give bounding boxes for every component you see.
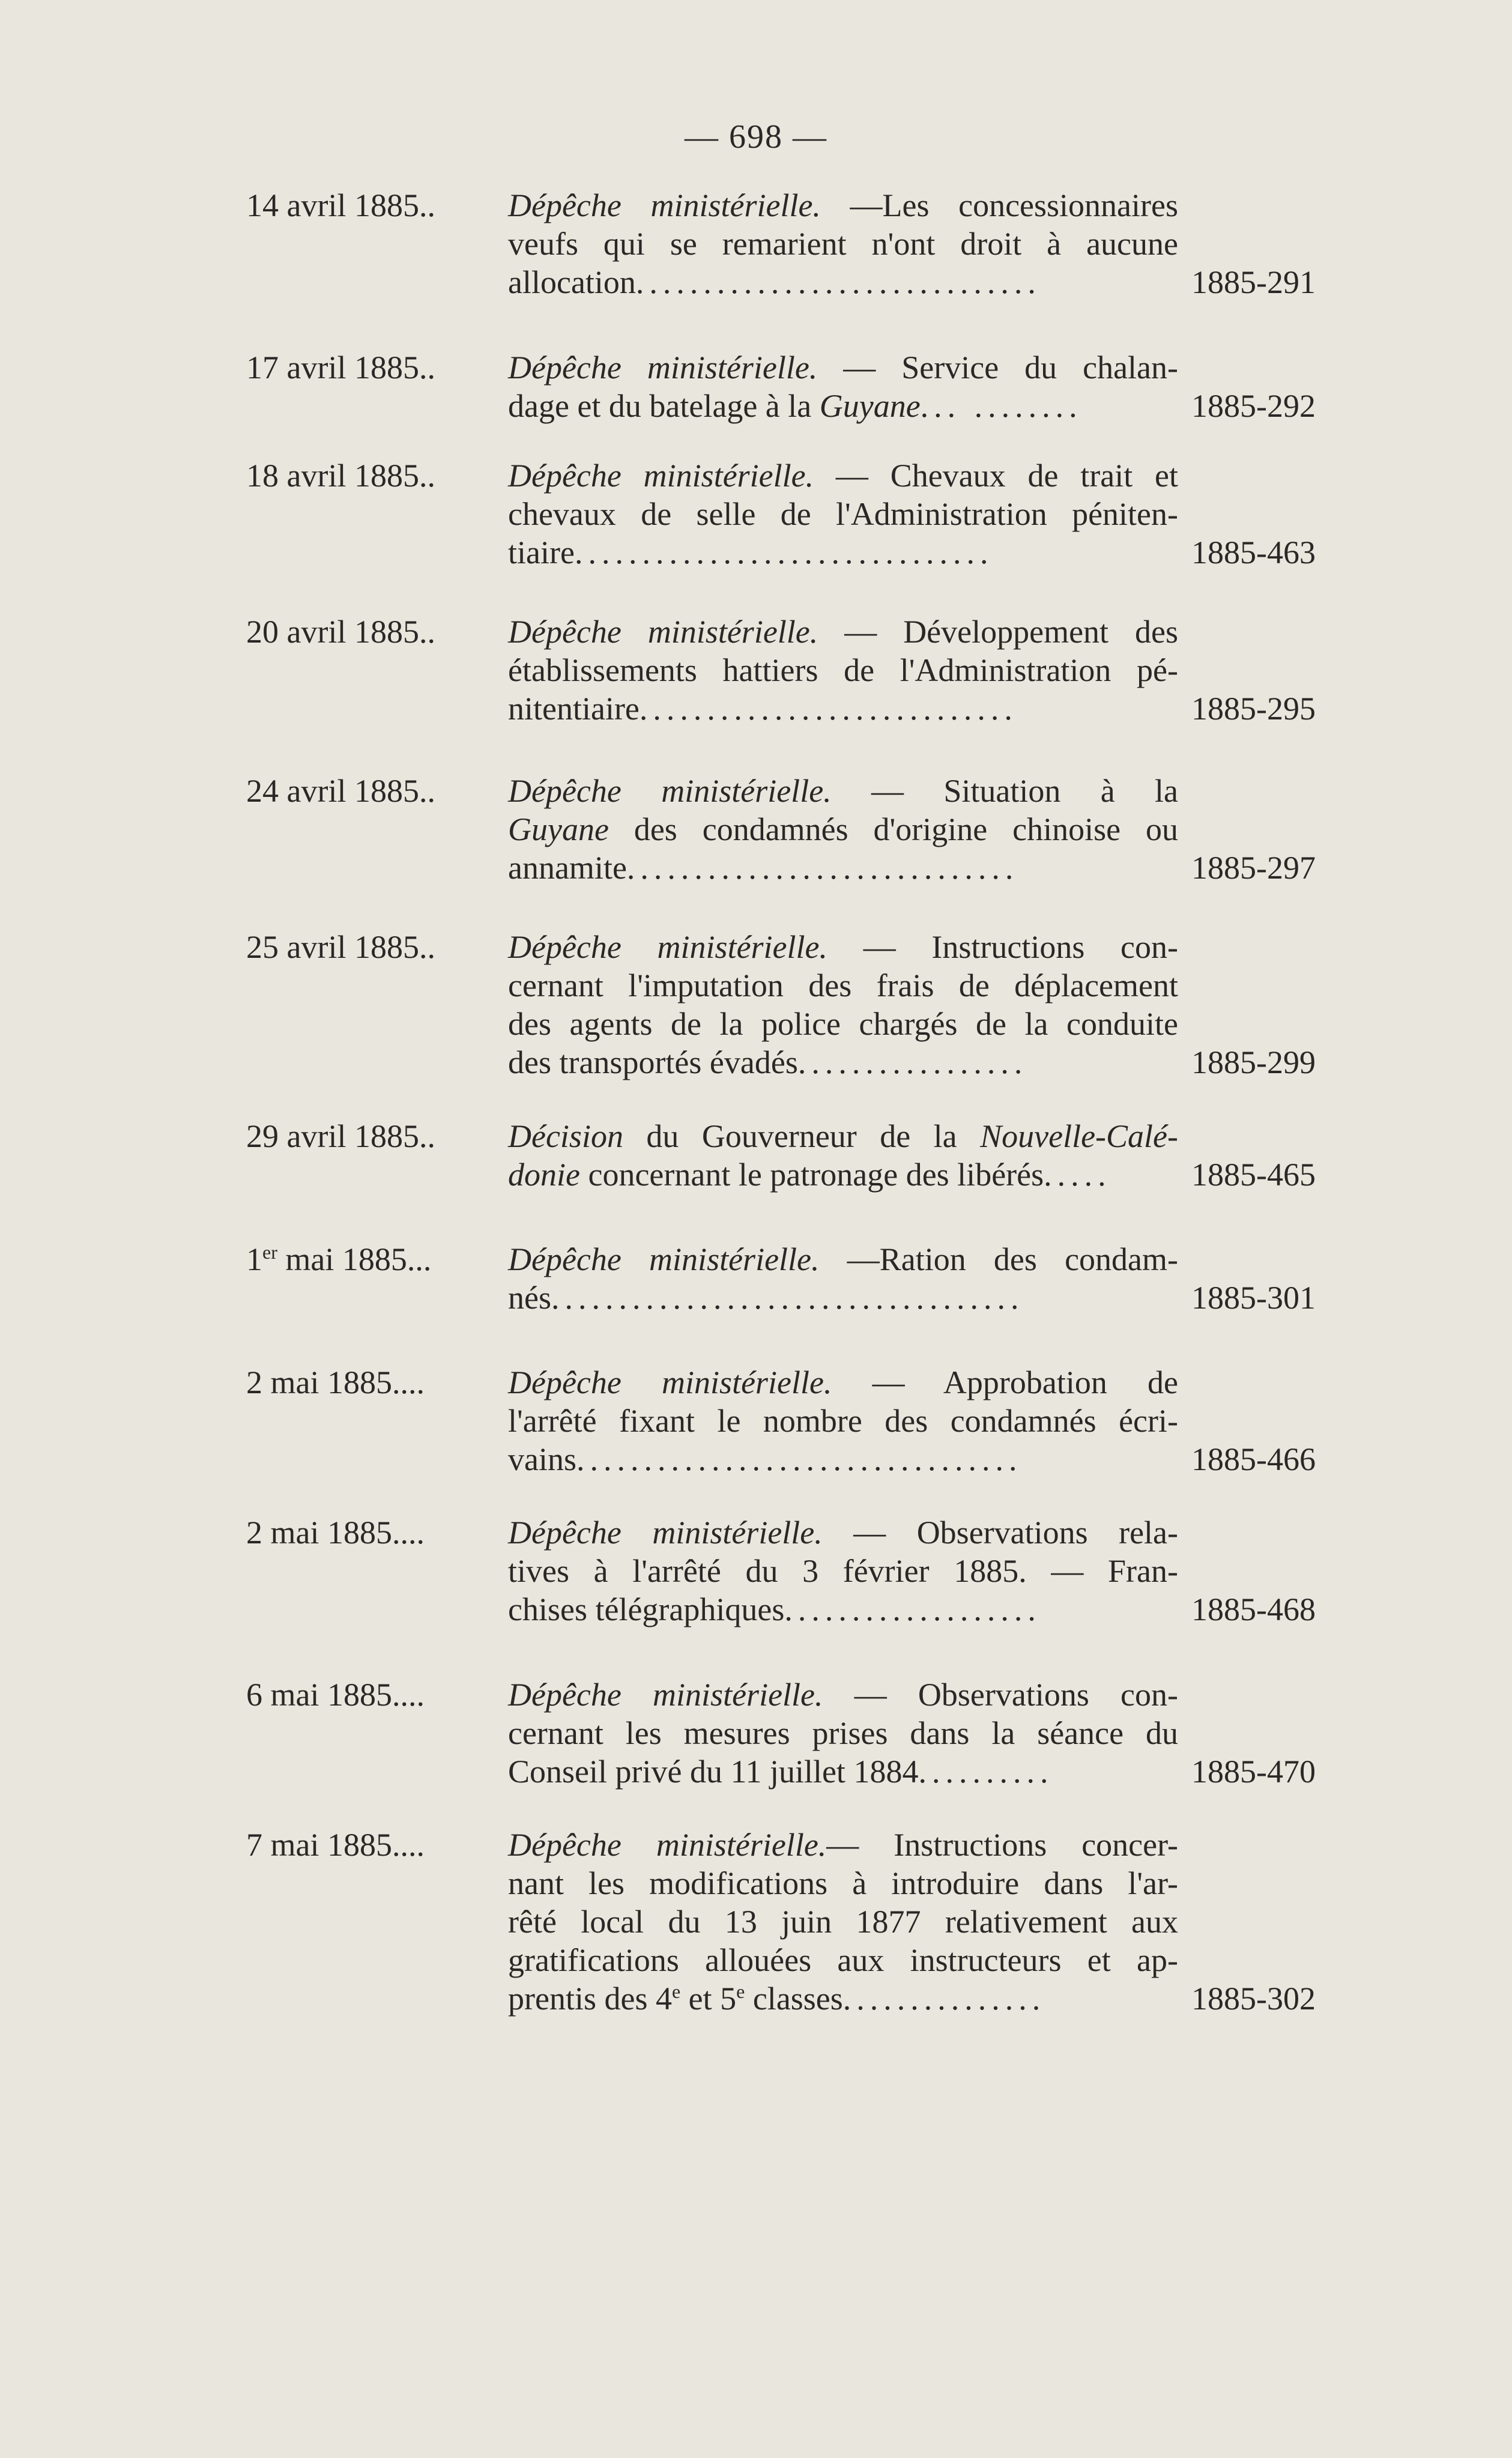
entry-date: 6 mai 1885.... <box>246 1677 425 1713</box>
text-fragment: rêté local du 13 juin 1877 relativement aux <box>508 1904 1178 1940</box>
text-fragment: prentis des 4 <box>508 1981 672 2017</box>
text-fragment: vains <box>508 1441 576 1477</box>
text-line <box>508 1279 1178 1317</box>
entry-description <box>508 1826 1178 2018</box>
entry-date: 2 mai 1885.... <box>246 1364 425 1400</box>
text-fragment: nant les modifications à introduire dans l'ar- <box>508 1865 1178 1901</box>
entry-date: 18 avril 1885.. <box>246 458 435 494</box>
text-line <box>508 456 1178 495</box>
text-line <box>508 1155 1178 1194</box>
text-fragment: allocation <box>508 264 636 300</box>
document-type: Dépêche ministérielle. <box>508 929 828 965</box>
entry-description <box>508 1117 1178 1194</box>
entry-description <box>508 456 1178 572</box>
text-fragment: du Gouverneur de la <box>623 1118 981 1154</box>
text-line <box>508 533 1178 572</box>
entry-date: 14 avril 1885.. <box>246 187 435 223</box>
text-fragment: chevaux de selle de l'Administration péniten- <box>508 496 1178 532</box>
text-fragment: — Chevaux de trait et <box>814 458 1178 494</box>
superscript: e <box>736 1981 745 2002</box>
text-line <box>508 1005 1178 1043</box>
place-name: Guyane <box>508 811 609 847</box>
leader-dots: .............................. <box>635 264 1041 300</box>
text-line <box>508 1714 1178 1752</box>
reference-number: 1885-466 <box>1191 1441 1316 1477</box>
text-line <box>508 495 1178 533</box>
text-line <box>508 1903 1178 1941</box>
reference-number: 1885-292 <box>1191 388 1316 424</box>
date-ordinal: er <box>262 1241 277 1263</box>
text-line <box>508 186 1178 225</box>
leader-dots: ..... <box>1044 1157 1111 1193</box>
text-line <box>508 1826 1178 1864</box>
text-line <box>508 348 1178 387</box>
text-fragment: dage et du batelage à la <box>508 388 820 424</box>
text-fragment: nitentiaire <box>508 691 640 727</box>
place-name: Guyane <box>819 388 921 424</box>
text-line <box>508 1752 1178 1791</box>
text-fragment: tives à l'arrêté du 3 février 1885. — Fran- <box>508 1553 1178 1589</box>
reference-number: 1885-297 <box>1191 850 1316 886</box>
entry-date: 20 avril 1885.. <box>246 614 435 650</box>
date-rest: mai 1885... <box>277 1241 432 1277</box>
entry-description <box>508 186 1178 301</box>
text-fragment: — Instructions con- <box>827 929 1178 965</box>
reference-number: 1885-465 <box>1191 1157 1316 1193</box>
document-type: Dépêche ministérielle. <box>508 1827 827 1863</box>
reference-number: 1885-468 <box>1191 1591 1316 1627</box>
text-line <box>508 966 1178 1005</box>
entry-description <box>508 1675 1178 1791</box>
text-line <box>508 1117 1178 1155</box>
reference-number: 1885-299 <box>1191 1044 1316 1080</box>
text-fragment: des condamnés d'origine chinoise ou <box>608 811 1178 847</box>
text-line <box>508 1043 1178 1082</box>
reference-number: 1885-463 <box>1191 534 1316 571</box>
text-fragment: nés <box>508 1280 551 1316</box>
document-type: Dépêche ministérielle. <box>508 614 818 650</box>
text-fragment: — Service du chalan- <box>817 350 1178 386</box>
text-fragment: des agents de la police chargés de la conduite <box>508 1006 1178 1042</box>
text-fragment: cernant les mesures prises dans la séance du <box>508 1715 1178 1751</box>
text-line <box>508 1590 1178 1629</box>
leader-dots: ............... <box>842 1981 1046 2017</box>
text-fragment: — Observations rela- <box>822 1515 1178 1551</box>
text-fragment: et 5 <box>680 1981 737 2017</box>
text-fragment: chises télégraphiques <box>508 1591 785 1627</box>
entry-date <box>246 1240 431 1279</box>
leader-dots: ............................. <box>626 850 1019 886</box>
text-line <box>508 1513 1178 1552</box>
reference-number: 1885-470 <box>1191 1754 1316 1790</box>
text-fragment: gratifications allouées aux instructeurs et ap- <box>508 1942 1178 1978</box>
document-type: Dépêche ministérielle. <box>508 1241 820 1277</box>
text-fragment: tiaire <box>508 534 575 571</box>
text-line <box>508 263 1178 301</box>
reference-number: 1885-295 <box>1191 691 1316 727</box>
text-fragment: concernant le patronage des libérés <box>579 1157 1044 1193</box>
entry-description <box>508 928 1178 1082</box>
document-type: Dépêche ministérielle. <box>508 773 832 809</box>
page-number: — 698 — <box>685 118 827 156</box>
entry-date: 24 avril 1885.. <box>246 773 435 809</box>
leader-dots: ................... <box>784 1591 1041 1627</box>
text-fragment: des transportés évadés <box>508 1044 798 1080</box>
text-line <box>508 1675 1178 1714</box>
text-line <box>508 613 1178 651</box>
leader-dots: ................................. <box>576 1441 1023 1477</box>
entry-date: 2 mai 1885.... <box>246 1515 425 1551</box>
document-type: Décision <box>508 1118 623 1154</box>
text-line <box>508 1941 1178 1979</box>
entry-date: 29 avril 1885.. <box>246 1118 435 1154</box>
text-line <box>508 1440 1178 1479</box>
text-fragment: — Approbation de <box>832 1364 1178 1400</box>
place-name: Nouvelle-Calé- <box>980 1118 1178 1154</box>
document-type: Dépêche ministérielle. <box>508 1364 832 1400</box>
text-line <box>508 810 1178 849</box>
entry-description <box>508 1363 1178 1479</box>
text-fragment: — Situation à la <box>831 773 1178 809</box>
leader-dots: ................. <box>797 1044 1028 1080</box>
text-fragment: —Ration des condam- <box>819 1241 1178 1277</box>
leader-dots: ............................ <box>639 691 1018 727</box>
text-line <box>508 1864 1178 1903</box>
leader-dots: ............................... <box>574 534 994 571</box>
text-line <box>508 225 1178 263</box>
document-type: Dépêche ministérielle. <box>508 1677 823 1713</box>
reference-number: 1885-301 <box>1191 1280 1316 1316</box>
place-name: donie <box>508 1157 580 1193</box>
text-fragment: Conseil privé du 11 juillet 1884 <box>508 1754 919 1790</box>
text-line <box>508 387 1178 425</box>
text-fragment: — Développement des <box>818 614 1178 650</box>
reference-number: 1885-291 <box>1191 264 1316 300</box>
text-fragment: — Observations con- <box>823 1677 1178 1713</box>
entry-description <box>508 772 1178 887</box>
text-fragment: classes <box>745 1981 843 2017</box>
document-type: Dépêche ministérielle. <box>508 458 814 494</box>
text-fragment: établissements hattiers de l'Administration pé- <box>508 652 1178 688</box>
text-line <box>508 1402 1178 1440</box>
entry-date: 25 avril 1885.. <box>246 929 435 965</box>
date-day: 1 <box>246 1241 262 1277</box>
text-fragment: veufs qui se remarient n'ont droit à aucune <box>508 226 1178 262</box>
text-fragment: —Les concessionnaires <box>820 187 1178 223</box>
text-line <box>508 689 1178 728</box>
superscript: e <box>671 1981 681 2002</box>
leader-dots: ................................... <box>551 1280 1024 1316</box>
entry-date: 7 mai 1885.... <box>246 1827 425 1863</box>
entry-description <box>508 613 1178 728</box>
text-line <box>508 849 1178 887</box>
text-fragment: l'arrêté fixant le nombre des condamnés écri- <box>508 1403 1178 1439</box>
text-line <box>508 651 1178 689</box>
text-line <box>508 928 1178 966</box>
document-type: Dépêche ministérielle. <box>508 187 821 223</box>
entry-date: 17 avril 1885.. <box>246 350 435 386</box>
document-type: Dépêche ministérielle. <box>508 350 818 386</box>
text-fragment: annamite <box>508 850 627 886</box>
leader-dots: ... ........ <box>920 388 1083 424</box>
text-line <box>508 1363 1178 1402</box>
leader-dots: .......... <box>918 1754 1054 1790</box>
text-line <box>508 1979 1178 2018</box>
text-fragment: — Instructions concer- <box>826 1827 1178 1863</box>
document-type: Dépêche ministérielle. <box>508 1515 823 1551</box>
entry-description <box>508 348 1178 425</box>
entry-description <box>508 1513 1178 1629</box>
text-line <box>508 1552 1178 1590</box>
entry-description <box>508 1240 1178 1317</box>
reference-number: 1885-302 <box>1191 1981 1316 2017</box>
text-fragment: cernant l'imputation des frais de déplacement <box>508 967 1178 1003</box>
text-line <box>508 1240 1178 1279</box>
text-line <box>508 772 1178 810</box>
